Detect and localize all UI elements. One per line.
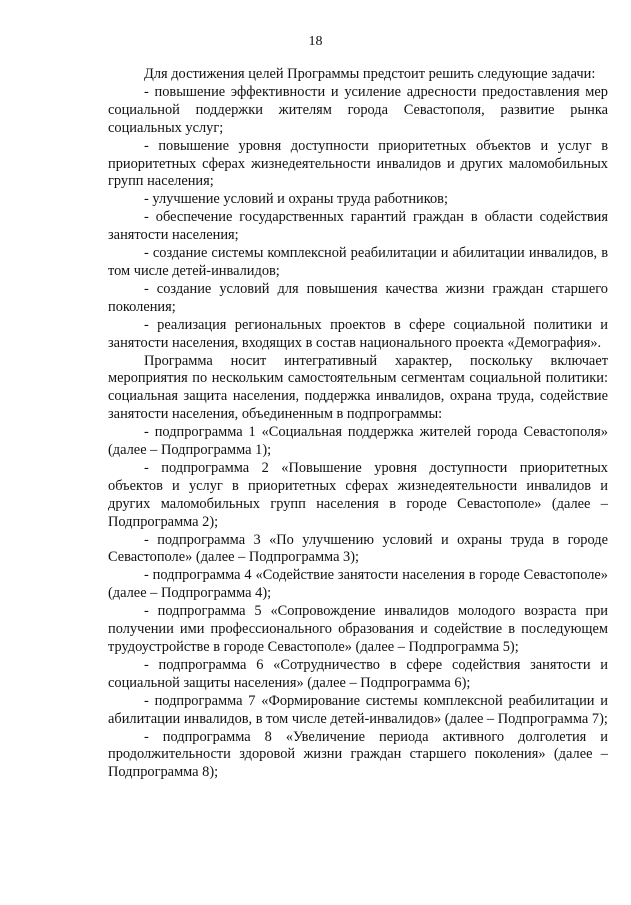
task-item-older-generation: - создание условий для повышения качества жизни граждан старшего поколения;	[108, 280, 608, 315]
task-item-accessibility: - повышение уровня доступности приоритетных объектов и услуг в приоритетных сферах жизнедеятельности инвалидов и других маломобильных групп населения;	[108, 137, 608, 190]
subprogram-item-4: - подпрограмма 4 «Содействие занятости населения в городе Севастополе» (далее – Подпрограмма 4);	[108, 567, 608, 602]
subprogram-item-7: - подпрограмма 7 «Формирование системы комплексной реабилитации и абилитации инвалидов, в том числе детей-инвалидов» (далее – Подпрограмма 7);	[108, 692, 608, 727]
intro-paragraph: Для достижения целей Программы предстоит решить следующие задачи:	[144, 66, 596, 82]
page-number: 18	[308, 34, 323, 49]
program-description-paragraph: Программа носит интегративный характер, поскольку включает мероприятия по нескольким самостоятельным сегментам социальной политики: социальная защита населения, поддержка инвалидов, охрана труда, содействие занятости населения, объединенным в подпрограммы:	[108, 352, 608, 423]
subprogram-item-3: - подпрограмма 3 «По улучшению условий и охраны труда в городе Севастополе» (далее – Подпрограмма 3);	[108, 531, 608, 566]
task-item-rehabilitation: - создание системы комплексной реабилитации и абилитации инвалидов, в том числе детей-инвалидов;	[108, 245, 608, 279]
task-item-social-support: - повышение эффективности и усиление адресности предоставления мер социальной поддержки жителям города Севастополя, развитие рынка социальных услуг;	[108, 83, 608, 136]
subprogram-item-6: - подпрограмма 6 «Сотрудничество в сфере содействия занятости и социальной защиты населения» (далее – Подпрограмма 6);	[108, 656, 608, 691]
subprogram-item-1: - подпрограмма 1 «Социальная поддержка жителей города Севастополя» (далее – Подпрограмма 1);	[108, 424, 608, 459]
subprogram-item-2: - подпрограмма 2 «Повышение уровня доступности приоритетных объектов и услуг в приоритетных сферах жизнедеятельности инвалидов и других маломобильных групп населения в городе Севастополе» (далее – Подпрограмма 2);	[108, 459, 608, 530]
task-item-regional-projects: - реализация региональных проектов в сфере социальной политики и занятости населения, входящих в состав национального проекта «Демография».	[108, 316, 608, 351]
subprogram-item-8: - подпрограмма 8 «Увеличение периода активного долголетия и продолжительности здоровой жизни граждан старшего поколения» (далее – Подпрограмма 8);	[108, 728, 608, 781]
subprogram-item-5: - подпрограмма 5 «Сопровождение инвалидов молодого возраста при получении ими профессионального образования и содействие в последующем трудоустройстве в городе Севастополе» (далее – Подпрограмма 5);	[108, 603, 608, 655]
task-item-employment-guarantees: - обеспечение государственных гарантий граждан в области содействия занятости населения;	[108, 209, 608, 244]
task-item-labor-protection: - улучшение условий и охраны труда работников;	[144, 191, 448, 208]
document-body	[108, 66, 608, 782]
